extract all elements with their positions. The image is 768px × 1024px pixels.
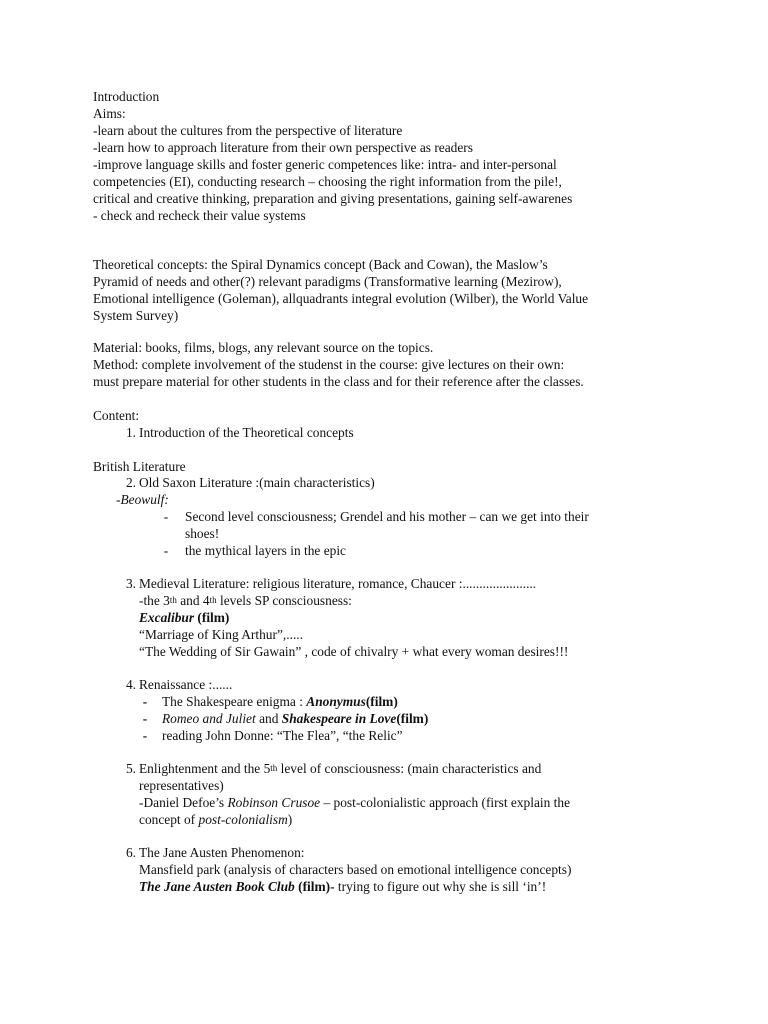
- bullet-dash: -: [163, 543, 169, 558]
- excalibur-film: Excalibur (film): [139, 610, 230, 625]
- list-number: 2.: [125, 475, 136, 490]
- list-number: 1.: [125, 425, 136, 440]
- bullet-dash: -: [142, 711, 148, 726]
- bullet-item: the mythical layers in the epic: [185, 543, 347, 558]
- list-item-renaissance: Renaissance :......: [139, 677, 233, 692]
- mansfield-park-line: Mansfield park (analysis of characters based on emotional intelligence concepts): [139, 862, 572, 877]
- introduction-heading: Introduction: [93, 89, 160, 104]
- aims-line: -learn how to approach literature from their own perspective as readers: [93, 140, 473, 155]
- bullet-dash: -: [142, 694, 148, 709]
- list-number: 4.: [125, 677, 136, 692]
- aims-line: - check and recheck their value systems: [93, 208, 306, 223]
- method-line: Method: complete involvement of the studenst in the course: give lectures on their own:: [93, 357, 565, 372]
- book-club-line: The Jane Austen Book Club (film)- trying to figure out why she is sill ‘in’!: [139, 879, 547, 894]
- defoe-line: -Daniel Defoe’s Robinson Crusoe – post-colonialistic approach (first explain the: [139, 795, 571, 810]
- list-number: 5.: [125, 761, 136, 776]
- romeo-juliet-line: Romeo and Juliet and Shakespeare in Love(film): [162, 711, 429, 726]
- bullet-dash: -: [142, 728, 148, 743]
- aims-line: competencies (EI), conducting research – choosing the right information from the pile!,: [93, 174, 562, 189]
- list-item-theoretical-concepts: Introduction of the Theoretical concepts: [139, 425, 354, 440]
- marriage-line: “Marriage of King Arthur”,.....: [139, 627, 303, 642]
- bullet-dash: -: [163, 509, 169, 524]
- aims-line: -learn about the cultures from the perspective of literature: [93, 123, 403, 138]
- list-item-old-saxon: Old Saxon Literature :(main characteristics): [139, 475, 375, 490]
- bullet-item: [185, 508, 685, 542]
- aims-label: Aims:: [93, 106, 126, 121]
- wedding-line: “The Wedding of Sir Gawain” , code of chivalry + what every woman desires!!!: [139, 644, 569, 659]
- aims-line: critical and creative thinking, preparation and giving presentations, gaining self-awarenes: [93, 191, 573, 206]
- method-line: must prepare material for other students in the class and for their reference after the classes.: [93, 374, 584, 389]
- beowulf-work: -Beowulf:: [116, 492, 169, 507]
- content-label: Content:: [93, 408, 140, 423]
- post-colonialism-line: concept of post-colonialism): [139, 812, 293, 827]
- material-line: Material: books, films, blogs, any relevant source on the topics.: [93, 340, 434, 355]
- british-literature-label: British Literature: [93, 459, 186, 474]
- introduction-section: [93, 88, 713, 224]
- theory-line: Theoretical concepts: the Spiral Dynamics concept (Back and Cowan), the Maslow’s: [93, 257, 548, 272]
- medieval-title: Medieval Literature: religious literature, romance, Chaucer :......................: [139, 576, 537, 591]
- theory-line: Emotional intelligence (Goleman), allquadrants integral evolution (Wilber), the World Value: [93, 291, 589, 306]
- bullet-line: Second level consciousness; Grendel and his mother – can we get into their: [185, 509, 589, 524]
- jane-austen-title: The Jane Austen Phenomenon:: [139, 845, 305, 860]
- list-item-enlightenment: [139, 760, 699, 828]
- enlightenment-line: representatives): [139, 778, 224, 793]
- material-method-paragraph: [93, 339, 713, 390]
- list-number: 3.: [125, 576, 136, 591]
- list-number: 6.: [125, 845, 136, 860]
- theory-line: Pyramid of needs and other(?) relevant paradigms (Transformative learning (Mezirow),: [93, 274, 562, 289]
- theory-line: System Survey): [93, 308, 179, 323]
- list-item-medieval: [139, 575, 699, 660]
- john-donne-line: reading John Donne: “The Flea”, “the Relic”: [162, 728, 403, 743]
- aims-line: -improve language skills and foster generic competences like: intra- and inter-personal: [93, 157, 557, 172]
- theoretical-concepts-paragraph: [93, 256, 713, 324]
- list-item-jane-austen: [139, 844, 699, 895]
- bullet-line: shoes!: [185, 526, 220, 541]
- enlightenment-line: Enlightenment and the 5th level of consciousness: (main characteristics and: [139, 761, 542, 776]
- levels-line: -the 3th and 4th levels SP consciousness:: [139, 593, 352, 608]
- shakespeare-enigma-line: The Shakespeare enigma : Anonymus(film): [162, 694, 398, 709]
